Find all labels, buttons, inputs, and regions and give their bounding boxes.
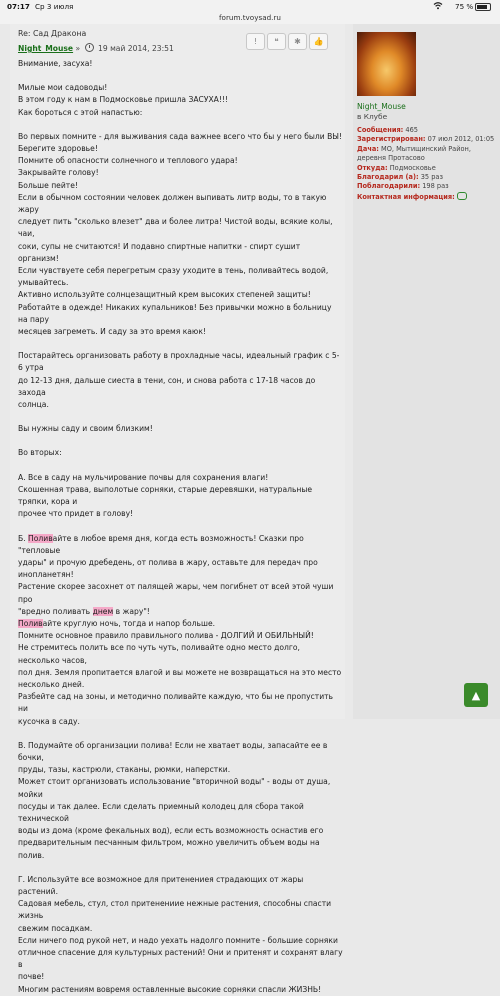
search-highlight: днем — [92, 606, 114, 616]
post-line — [18, 691, 343, 715]
profile-stat-row — [357, 126, 497, 135]
status-bar — [0, 0, 500, 12]
post-line-text: посуды и так далее. Если сделать приемный колодец для сбора такой технической — [18, 801, 304, 823]
post-line-text: Если чувствуете себя перегретым сразу уходите в тень, поливайтесь водой, — [18, 266, 329, 276]
avatar[interactable] — [357, 32, 416, 96]
post-line — [18, 630, 343, 642]
post-line-text: Садовая мебель, стул, стол притенениие нежные растения, способны спасти жизнь — [18, 899, 332, 921]
wifi-icon — [433, 1, 443, 12]
post-line — [18, 167, 343, 179]
status-date: Ср 3 июля — [35, 2, 74, 11]
exclamation-icon: ! — [253, 37, 258, 46]
post-line — [18, 82, 343, 94]
pin-button[interactable] — [288, 33, 307, 50]
post-line — [18, 350, 343, 374]
post-line-text: В этом году к нам в Подмосковье пришла ЗАСУХА!!! — [18, 95, 228, 105]
post-line-text: Внимание, засуха! — [18, 59, 93, 68]
like-button[interactable] — [309, 33, 328, 50]
profile-stat-label: Откуда: — [357, 163, 388, 172]
post-line-text: Работайте в одежде! Никаких купальников! Без привычки можно в больницу на пару — [18, 302, 332, 324]
post-line — [18, 338, 343, 350]
profile-stat-value: 465 — [403, 126, 418, 134]
post-line-text: умывайтесь. — [18, 278, 69, 288]
post-line-text: предварительным песчанным фильтром, можно увеличить объем воды на полив. — [18, 838, 320, 860]
post-line-text: Помните основное правило правильного полива - ДОЛГИЙ И ОБИЛЬНЫЙ! — [18, 631, 314, 641]
post-line-text: Скошенная трава, выполотые сорняки, старые деревяшки, натуральные тряпки, кора и — [18, 484, 313, 507]
post-line-text: айте в любое время дня, когда есть возможность! Сказки про "тепловые — [18, 533, 304, 555]
post-line-text: кусочка в саду. — [18, 716, 80, 726]
profile-stat-row — [357, 164, 497, 173]
post-line — [18, 971, 343, 983]
author-suffix: » — [75, 44, 81, 53]
post-line — [18, 155, 343, 167]
chat-icon[interactable] — [457, 192, 467, 200]
post-line — [18, 143, 343, 155]
profile-stat-row — [357, 173, 497, 182]
post-line — [18, 460, 343, 472]
forum-post — [10, 24, 345, 994]
post-line — [18, 801, 343, 825]
post-line — [18, 581, 343, 605]
profile-username[interactable]: Night_Mouse — [357, 102, 406, 111]
post-line — [18, 58, 343, 70]
post-line — [18, 642, 343, 666]
post-line — [18, 728, 343, 740]
quote-button[interactable] — [267, 33, 286, 50]
post-line — [18, 874, 343, 898]
post-line — [18, 898, 343, 922]
post-line — [18, 94, 343, 106]
profile-rank: в Клубе — [357, 112, 388, 121]
post-line-text: В. Подумайте об организации полива! Если не хватает воды, запасайте ее в бочки, — [18, 740, 328, 762]
post-line-text: айте круглую ночь, тогда и напор больше. — [42, 618, 216, 628]
post-line — [18, 180, 343, 192]
post-title: Re: Сад Дракона — [18, 29, 87, 38]
post-line-text: Б. — [18, 533, 29, 543]
post-line-text: пол дня. Земля пропитается влагой и вы можете не возвращаться на это место — [18, 667, 342, 677]
post-line — [18, 411, 343, 423]
post-line — [18, 667, 343, 679]
post-line-text: до 12-13 дня, дальше сиеста в тени, сон, и снова работа с 17-18 часов до захода — [18, 375, 316, 397]
quote-icon: ❝ — [274, 37, 279, 46]
post-line-text: Закрывайте голову! — [18, 168, 99, 178]
post-line — [18, 947, 343, 971]
post-line-text: Постарайтесь организовать работу в прохладные часы, идеальный график с 5-6 утра — [18, 351, 340, 373]
post-line — [18, 679, 343, 691]
report-button[interactable] — [246, 33, 265, 50]
post-line — [18, 277, 343, 289]
profile-stat-label: Благодарил (а): — [357, 173, 419, 182]
post-line-text: солнца. — [18, 400, 49, 410]
post-line — [18, 192, 343, 216]
post-line-text: воды из дома (кроме фекальных вод), если есть возможность оснастив его — [18, 826, 324, 836]
post-meta — [18, 43, 174, 53]
post-line — [18, 447, 343, 459]
address-bar[interactable] — [0, 12, 500, 24]
battery-percent: 75 % — [455, 2, 474, 11]
clock-icon — [85, 43, 94, 52]
post-line — [18, 216, 343, 240]
search-highlight: Полив — [18, 618, 43, 628]
post-line — [18, 265, 343, 277]
post-line-text: Милые мои садоводы! — [18, 83, 108, 93]
post-line — [18, 508, 343, 520]
post-line-text: Если ничего под рукой нет, и надо уехать надолго помните - большие сорняки — [18, 935, 338, 945]
post-line-text: почве! — [18, 972, 45, 982]
post-line — [18, 435, 343, 447]
post-line — [18, 825, 343, 837]
post-line-text: Вы нужны саду и своим близким! — [18, 424, 153, 434]
profile-stat-value: Подмосковье — [387, 163, 436, 172]
post-line — [18, 289, 343, 301]
post-line — [18, 557, 343, 569]
status-time: 07:17 — [7, 2, 30, 11]
profile-stat-row — [357, 145, 497, 164]
post-line — [18, 521, 343, 533]
post-body — [18, 58, 343, 996]
post-line — [18, 326, 343, 338]
profile-stat-value: МО, Мытищинский Район, деревня Протасово — [357, 144, 471, 163]
post-line — [18, 241, 343, 265]
post-line-text: Может стоит организовать использование "вторичной воды" - воды от душа, мойки — [18, 777, 331, 799]
post-line — [18, 119, 343, 131]
post-line-text: удары" и прочую дребедень, от полива в жару, оставьте для передач про — [18, 557, 318, 567]
post-line — [18, 399, 343, 411]
search-highlight: Полив — [28, 533, 53, 543]
post-line — [18, 935, 343, 947]
profile-stat-value: 35 раз — [418, 173, 443, 182]
post-line — [18, 716, 343, 728]
post-line-text: Растение скорее засохнет от палящей жары, чем погибнет от всей этой чуши про — [18, 582, 334, 604]
post-line-text: Разбейте сад на зоны, и методично поливайте каждую, что бы не пропустить ни — [18, 692, 334, 714]
post-line-text: соки, супы не считаются! И подавно спиртные напитки - спирт сушит организм! — [18, 241, 301, 263]
address-url: forum.tvoysad.ru — [219, 13, 281, 22]
post-line-text: прочее что придет в голову! — [18, 509, 134, 519]
thumbs-up-icon: 👍 — [313, 37, 324, 46]
post-line-text: пруды, тазы, кастрюли, стаканы, рюмки, наперстки. — [18, 765, 231, 775]
post-line — [18, 776, 343, 800]
post-line-text: Помните об опасности солнечного и теплового удара! — [18, 156, 238, 166]
post-line — [18, 837, 343, 861]
post-datetime: 19 май 2014, 23:51 — [98, 44, 174, 53]
battery-icon — [475, 3, 491, 11]
arrow-up-icon: ▲ — [471, 688, 481, 702]
post-line — [18, 606, 343, 618]
post-line — [18, 862, 343, 874]
post-line — [18, 764, 343, 776]
profile-stat-label: Сообщения: — [357, 126, 404, 134]
post-line-text: инопланетян! — [18, 570, 74, 580]
author-profile — [353, 24, 500, 719]
post-line-text: Берегите здоровье! — [18, 144, 98, 154]
post-actions — [246, 33, 328, 50]
post-line-text: А. Все в саду на мульчирование почвы для сохранения влаги! — [18, 472, 269, 482]
post-line-text: "вредно поливать — [18, 606, 93, 616]
profile-stat-row — [357, 192, 497, 202]
post-line-text: Многим растениям вовремя оставленные высокие сорняки спасли ЖИЗНЬ! — [18, 984, 322, 994]
post-author-link[interactable]: Night_Mouse — [18, 44, 74, 53]
post-line-text: Во вторых: — [18, 448, 62, 458]
post-line — [18, 70, 343, 82]
post-line-text: Если в обычном состоянии человек должен выпивать литр воды, то в такую жару — [18, 192, 327, 215]
post-line-text: в жару"! — [113, 606, 150, 616]
profile-stat-value: 198 раз — [420, 182, 449, 191]
post-line — [18, 131, 343, 143]
post-line-text: Как бороться с этой напастью: — [18, 107, 143, 117]
post-line — [18, 984, 343, 996]
post-line — [18, 472, 343, 484]
scroll-top-button[interactable] — [464, 683, 488, 707]
profile-stat-row — [357, 135, 497, 144]
profile-stat-label: Зарегистрирован: — [357, 135, 426, 144]
profile-stat-label: Дача: — [357, 144, 379, 153]
post-line-text: следует пить "сколько влезет" два и более литра! Чистой воды, всякие колы, чаи, — [18, 217, 333, 239]
post-line-text: свежим посадкам. — [18, 923, 93, 933]
post-line — [18, 375, 343, 399]
post-line-text: несколько дней. — [18, 679, 85, 689]
pin-icon: ✱ — [294, 37, 301, 46]
post-line-text: месяцев загреметь. И саду за это время каюк! — [18, 327, 206, 337]
post-line — [18, 484, 343, 508]
post-line — [18, 107, 343, 119]
post-line-text: Во первых помните - для выживания сада важнее всего что бы у него были ВЫ! — [18, 131, 343, 141]
profile-stats — [357, 126, 497, 202]
post-line-text: Не стремитесь полить все по чуть чуть, поливайте одно место долго, несколько часов, — [18, 643, 300, 665]
post-line — [18, 618, 343, 630]
post-line-text: отличное спасение для культурных растений! Они и притенят и сохранят влагу в — [18, 948, 343, 970]
post-line — [18, 302, 343, 326]
post-line-text: Активно используйте солнцезащитный крем высоких степеней защиты! — [18, 290, 311, 300]
post-line — [18, 423, 343, 435]
post-line-text: Г. Используйте все возможное для притенениея страдающих от жары растений. — [18, 874, 304, 896]
profile-stat-row — [357, 182, 497, 191]
post-line — [18, 533, 343, 557]
profile-stat-label: Контактная информация: — [357, 192, 455, 201]
profile-stat-value: 07 июл 2012, 01:05 — [425, 135, 495, 144]
profile-stat-label: Поблагодарили: — [357, 182, 421, 191]
post-line — [18, 923, 343, 935]
post-line — [18, 740, 343, 764]
post-line-text: Больше пейте! — [18, 180, 78, 190]
post-line — [18, 569, 343, 581]
